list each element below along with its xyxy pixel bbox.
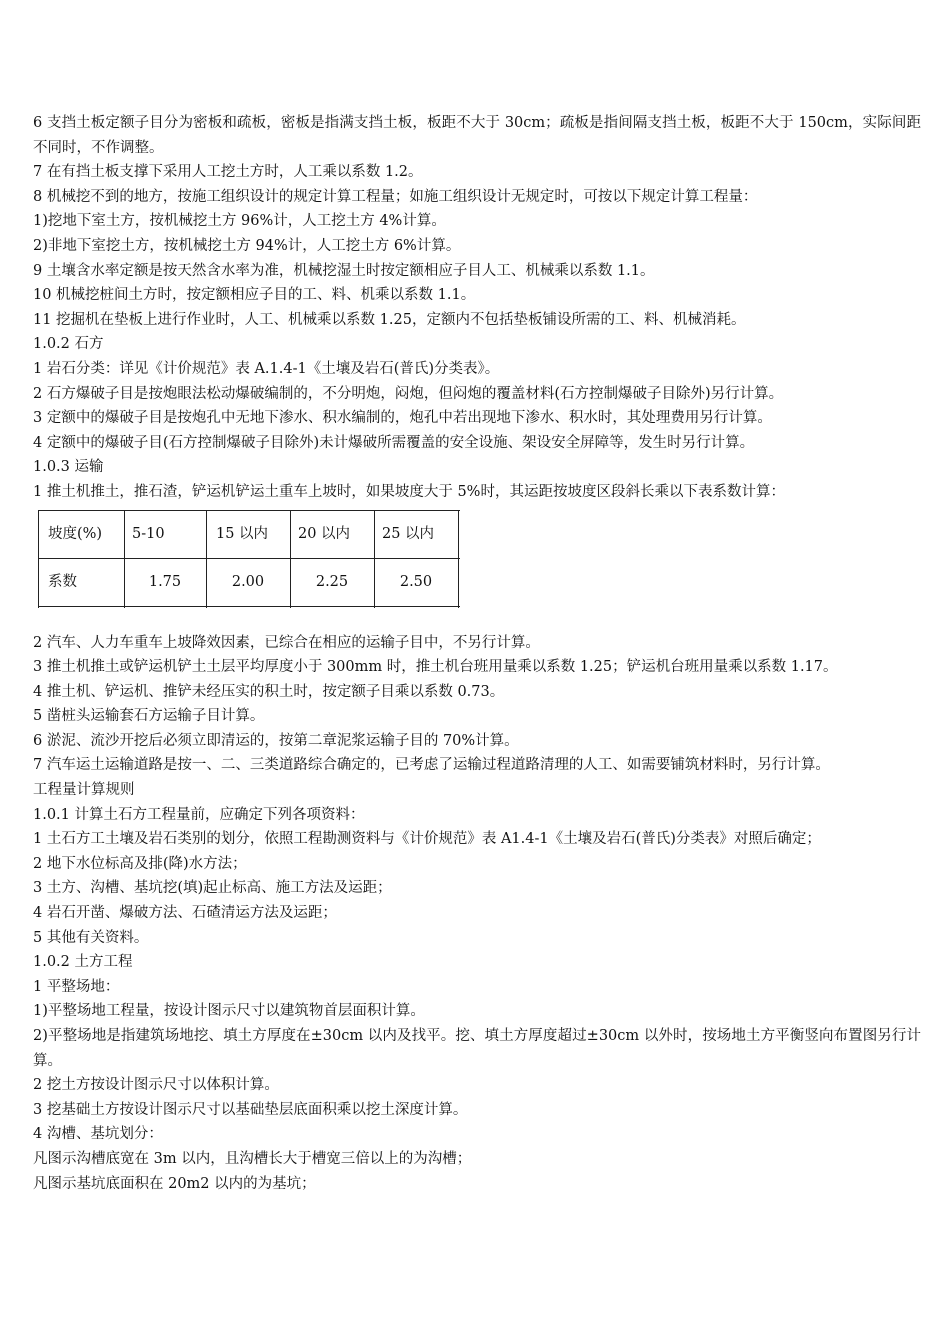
paragraph: 1 岩石分类：详见《计价规范》表 A.1.4-1《土壤及岩石(普氏)分类表》。 xyxy=(33,360,500,377)
paragraph: 2)非地下室挖土方，按机械挖土方 94%计，人工挖土方 6%计算。 xyxy=(33,237,461,254)
paragraph: 1 土石方工土壤及岩石类别的划分，依照工程勘测资料与《计价规范》表 A1.4-1《土壤及岩石(普氏)分类表》对照后确定； xyxy=(33,831,821,848)
table-divider xyxy=(38,558,460,559)
paragraph: 6 支挡土板定额子目分为密板和疏板，密板是指满支挡土板，板距不大于 30cm；疏板是指间隔支挡土板，板距不大于 150cm，实际间距不同时，不作调整。 xyxy=(33,115,921,156)
paragraph: 5 其他有关资料。 xyxy=(33,929,149,946)
section-heading: 1.0.2 土方工程 xyxy=(33,954,133,971)
paragraph: 3 定额中的爆破子目是按炮孔中无地下渗水、积水编制的，炮孔中若出现地下渗水、积水时，其处理费用另行计算。 xyxy=(33,410,772,427)
paragraph: 4 定额中的爆破子目(石方控制爆破子目除外)未计爆破所需覆盖的安全设施、架设安全屏障等，发生时另行计算。 xyxy=(33,434,755,451)
table-column-divider xyxy=(206,510,207,608)
paragraph: 1)挖地下室土方，按机械挖土方 96%计，人工挖土方 4%计算。 xyxy=(33,213,446,230)
paragraph: 4 推土机、铲运机、推铲未经压实的积土时，按定额子目乘以系数 0.73。 xyxy=(33,683,505,700)
table-header-cell: 坡度(%) xyxy=(48,525,103,542)
paragraph: 2 挖土方按设计图示尺寸以体积计算。 xyxy=(33,1077,279,1094)
section-heading: 1.0.3 运输 xyxy=(33,459,104,476)
table-cell: 2.25 xyxy=(315,573,349,590)
table-border-left xyxy=(38,510,39,608)
section-heading: 工程量计算规则 xyxy=(33,782,135,799)
table-header-cell: 15 以内 xyxy=(216,525,269,542)
paragraph: 2 汽车、人力车重车上坡降效因素，已综合在相应的运输子目中，不另行计算。 xyxy=(33,634,540,651)
paragraph: 10 机械挖桩间土方时，按定额相应子目的工、料、机乘以系数 1.1。 xyxy=(33,287,476,304)
table-column-divider xyxy=(374,510,375,608)
paragraph: 凡图示沟槽底宽在 3m 以内，且沟槽长大于槽宽三倍以上的为沟槽； xyxy=(33,1150,472,1167)
table-cell: 1.75 xyxy=(148,573,182,590)
paragraph: 2)平整场地是指建筑场地挖、填土方厚度在±30cm 以内及找平。挖、填土方厚度超过±30cm 以外时，按场地土方平衡竖向布置图另行计算。 xyxy=(33,1028,921,1069)
table-header-cell: 20 以内 xyxy=(298,525,351,542)
paragraph: 3 土方、沟槽、基坑挖(填)起止标高、施工方法及运距； xyxy=(33,880,392,897)
table-cell: 2.00 xyxy=(231,573,265,590)
paragraph: 1 平整场地： xyxy=(33,978,120,995)
table-frame xyxy=(38,510,460,606)
table-border-top xyxy=(38,510,460,511)
table-column-divider xyxy=(124,510,125,608)
paragraph: 4 沟槽、基坑划分： xyxy=(33,1126,163,1143)
table-header-cell: 25 以内 xyxy=(382,525,435,542)
paragraph: 9 土壤含水率定额是按天然含水率为准，机械挖湿土时按定额相应子目人工、机械乘以系数 1.1。 xyxy=(33,262,655,279)
paragraph: 1.0.1 计算土石方工程量前，应确定下列各项资料： xyxy=(33,806,365,823)
paragraph: 7 汽车运土运输道路是按一、二、三类道路综合确定的，已考虑了运输过程道路清理的人工、如需要铺筑材料时，另行计算。 xyxy=(33,757,830,774)
paragraph: 4 岩石开凿、爆破方法、石碴清运方法及运距； xyxy=(33,905,337,922)
paragraph: 3 挖基础土方按设计图示尺寸以基础垫层底面积乘以挖土深度计算。 xyxy=(33,1101,468,1118)
paragraph: 6 淤泥、流沙开挖后必须立即清运的，按第二章泥浆运输子目的 70%计算。 xyxy=(33,732,519,749)
table-border-bottom xyxy=(38,606,460,607)
paragraph: 1 推土机推土，推石渣，铲运机铲运土重车上坡时，如果坡度大于 5%时，其运距按坡度区段斜长乘以下表系数计算： xyxy=(33,483,785,500)
paragraph: 5 凿桩头运输套石方运输子目计算。 xyxy=(33,708,265,725)
table-cell: 2.50 xyxy=(399,573,433,590)
paragraph: 3 推土机推土或铲运机铲土土层平均厚度小于 300mm 时，推土机台班用量乘以系数 1.25；铲运机台班用量乘以系数 1.17。 xyxy=(33,659,838,676)
paragraph: 8 机械挖不到的地方，按施工组织设计的规定计算工程量；如施工组织设计无规定时，可按以下规定计算工程量： xyxy=(33,188,758,205)
table-column-divider xyxy=(290,510,291,608)
slope-coefficient-table xyxy=(33,505,921,631)
table-cell: 系数 xyxy=(48,573,77,590)
paragraph: 7 在有挡土板支撑下采用人工挖土方时，人工乘以系数 1.2。 xyxy=(33,164,423,181)
table-border-right xyxy=(458,510,459,608)
paragraph: 2 石方爆破子目是按炮眼法松动爆破编制的，不分明炮，闷炮，但闷炮的覆盖材料(石方控制爆破子目除外)另行计算。 xyxy=(33,385,784,402)
document-body xyxy=(33,111,921,1196)
paragraph: 11 挖掘机在垫板上进行作业时，人工、机械乘以系数 1.25，定额内不包括垫板铺设所需的工、料、机械消耗。 xyxy=(33,311,746,328)
paragraph: 凡图示基坑底面积在 20m2 以内的为基坑； xyxy=(33,1175,316,1192)
section-heading: 1.0.2 石方 xyxy=(33,336,104,353)
table-header-cell: 5-10 xyxy=(132,525,165,542)
paragraph: 2 地下水位标高及排(降)水方法； xyxy=(33,855,247,872)
paragraph: 1)平整场地工程量，按设计图示尺寸以建筑物首层面积计算。 xyxy=(33,1003,425,1020)
